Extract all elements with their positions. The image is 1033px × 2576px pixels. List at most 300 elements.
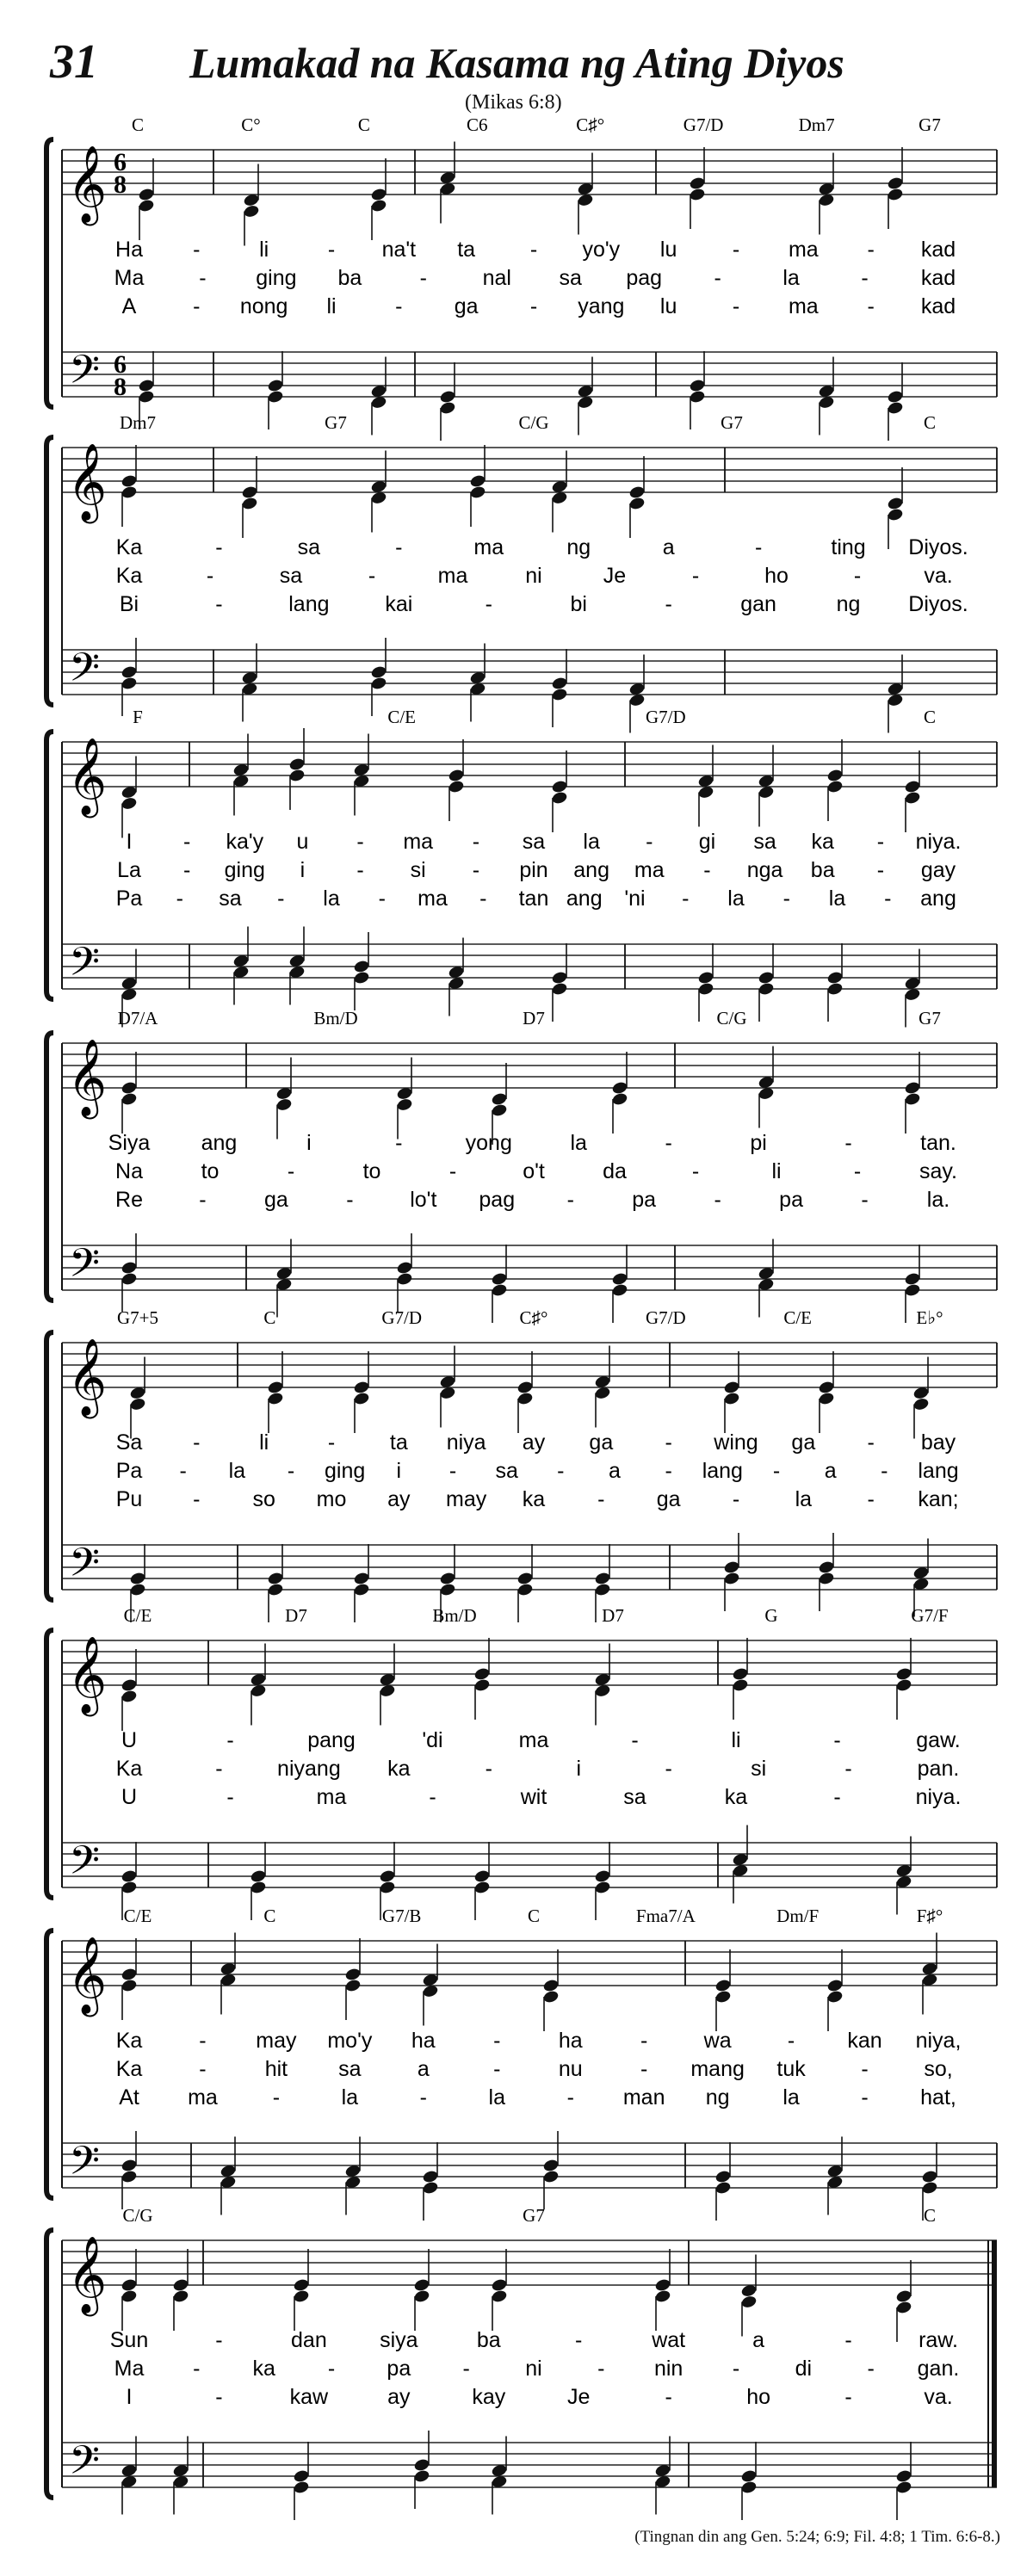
bass-clef-icon: 𝄢	[69, 1240, 101, 1296]
chord-symbol: F♯°	[916, 1906, 943, 1926]
harmony-note	[121, 1978, 138, 1992]
bass-note	[250, 1880, 267, 1894]
lyric-syllable: a	[609, 1459, 621, 1483]
harmony-note	[469, 485, 486, 499]
syllable-hyphen: -	[485, 592, 492, 616]
harmony-note	[491, 2289, 508, 2303]
bass-note	[551, 981, 568, 996]
chord-symbol: C	[357, 114, 370, 135]
lyric-syllable: lang	[702, 1459, 743, 1483]
chord-symbols	[117, 1307, 943, 1328]
lyric-syllable: pang	[307, 1728, 356, 1752]
syllable-hyphen: -	[691, 564, 700, 588]
lyric-syllable: ka	[724, 1785, 748, 1809]
lyric-syllable: hat,	[920, 2085, 956, 2110]
melody-note	[887, 176, 904, 190]
lyric-syllable: pi	[750, 1131, 767, 1155]
treble-clef-icon: 𝄞	[67, 1039, 108, 1116]
bass-note	[818, 1571, 835, 1585]
treble-staff	[62, 150, 997, 195]
lyric-syllable: a	[662, 535, 675, 559]
lyric-syllable: nga	[746, 858, 783, 882]
system-bracket	[46, 2230, 53, 2498]
syllable-hyphen: -	[193, 294, 201, 318]
chord-symbol: G7	[721, 412, 743, 433]
lyric-syllable: wit	[520, 1785, 547, 1809]
lyric-syllable: a	[417, 2057, 430, 2081]
lyric-syllable: kay	[472, 2385, 506, 2409]
bass-note	[370, 676, 387, 690]
lyric-syllable: A	[121, 294, 137, 318]
lyric-syllable: ang	[201, 1131, 238, 1155]
syllable-hyphen: -	[419, 266, 427, 290]
lyric-syllable: Ma	[114, 266, 145, 290]
lyric-line-3	[116, 1487, 959, 1511]
treble-staff	[62, 1640, 997, 1685]
lyric-line-2	[116, 1757, 960, 1781]
bass-note	[921, 2180, 938, 2195]
lyric-syllable: Diyos.	[908, 592, 968, 616]
lyric-syllable: la	[323, 886, 340, 911]
syllable-hyphen: -	[448, 1159, 457, 1183]
lyric-line-1	[110, 2328, 958, 2352]
lyric-syllable: kad	[920, 294, 956, 318]
harmony-note	[714, 1989, 732, 2004]
harmony-note	[818, 1391, 835, 1405]
harmony-note	[723, 1391, 740, 1405]
chord-symbol: E♭°	[916, 1307, 943, 1328]
lyric-line-1	[116, 535, 968, 559]
treble-staff	[62, 742, 997, 787]
system-bracket	[46, 139, 53, 407]
lyric-syllable: Ka	[115, 2057, 143, 2081]
bass-note	[370, 664, 387, 679]
chord-symbol: D7/A	[117, 1008, 158, 1029]
chord-symbol: Fma7/A	[635, 1906, 696, 1926]
lyric-syllable: ba	[476, 2328, 501, 2352]
bass-note	[826, 981, 844, 996]
syllable-hyphen: -	[179, 1459, 187, 1483]
lyric-syllable: ma	[788, 294, 819, 318]
bass-note	[516, 1582, 534, 1597]
bass-note	[697, 970, 714, 985]
bass-clef-icon: 𝄢	[69, 2138, 101, 2194]
lyric-syllable: tan	[518, 886, 549, 911]
syllable-hyphen: -	[665, 1757, 672, 1781]
lyric-syllable: gan	[740, 592, 776, 616]
bass-note	[723, 1571, 740, 1585]
bass-note	[473, 1869, 491, 1883]
chord-symbols	[133, 707, 936, 727]
lyric-line-1	[121, 1728, 961, 1752]
syllable-hyphen: -	[640, 2057, 648, 2081]
lyric-syllable: nong	[239, 294, 288, 318]
lyric-syllable: Ma	[114, 2357, 145, 2381]
lyric-syllable: to	[362, 1159, 381, 1183]
bass-note	[413, 2468, 430, 2483]
bass-note	[689, 389, 706, 404]
melody-note	[732, 1666, 749, 1681]
lyric-syllable: wat	[652, 2328, 686, 2352]
syllable-hyphen: -	[691, 1159, 700, 1183]
lyric-line-1	[108, 1131, 956, 1155]
bass-clef-icon: 𝄢	[69, 2437, 101, 2493]
lyric-syllable: i	[576, 1757, 582, 1781]
lyric-syllable: yong	[465, 1131, 512, 1155]
lyric-syllable: La	[117, 858, 141, 882]
bass-note	[895, 2480, 912, 2494]
harmony-note	[542, 1989, 560, 2004]
syllable-hyphen: -	[703, 858, 711, 882]
bass-note	[542, 2158, 560, 2172]
chord-symbol: C	[923, 2205, 937, 2226]
chord-symbol: D7	[602, 1605, 624, 1626]
chord-symbols	[120, 412, 936, 433]
syllable-hyphen: -	[419, 2085, 427, 2110]
chord-symbol: C/G	[518, 412, 549, 433]
treble-clef-icon: 𝄞	[67, 2236, 108, 2313]
lyric-syllable: say.	[919, 1159, 957, 1183]
chord-symbol: G7/F	[911, 1605, 949, 1626]
syllable-hyphen: -	[665, 1459, 672, 1483]
lyric-syllable: la	[228, 1459, 246, 1483]
melody-note	[628, 485, 646, 499]
lyric-syllable: sa	[297, 535, 321, 559]
syllable-hyphen: -	[631, 1728, 639, 1752]
lyric-line-3	[121, 1785, 961, 1809]
lyric-syllable: niyang	[277, 1757, 341, 1781]
lyric-syllable: sa	[559, 266, 582, 290]
chord-symbol: G7/D	[683, 114, 724, 135]
harmony-note	[887, 187, 904, 201]
lyric-syllable: Bi	[119, 592, 139, 616]
syllable-hyphen: -	[327, 2357, 336, 2381]
melody-note	[723, 1380, 740, 1394]
lyric-syllable: o't	[523, 1159, 545, 1183]
lyric-syllable: ka	[811, 830, 834, 854]
time-signature-top: 6	[114, 350, 127, 379]
bass-staff	[62, 1843, 997, 1887]
syllable-hyphen: -	[277, 886, 285, 911]
lyric-syllable: Re	[115, 1188, 143, 1212]
lyric-syllable: pag	[479, 1188, 516, 1212]
harmony-note	[826, 1989, 844, 2004]
syllable-hyphen: -	[597, 2357, 605, 2381]
chord-symbol: G7+5	[116, 1307, 159, 1328]
lyric-syllable: Pu	[115, 1487, 143, 1511]
melody-note	[288, 757, 306, 771]
lyric-syllable: nu	[558, 2057, 583, 2081]
melody-note	[121, 473, 138, 488]
lyric-syllable: a	[824, 1459, 837, 1483]
syllable-hyphen: -	[772, 1459, 781, 1483]
syllable-hyphen: -	[732, 2357, 740, 2381]
bass-note	[551, 676, 568, 690]
lyric-syllable: ay	[522, 1430, 546, 1455]
syllable-hyphen: -	[867, 1430, 875, 1455]
harmony-note	[491, 1103, 508, 1117]
lyric-syllable: lu	[659, 294, 677, 318]
chord-symbol: G7	[919, 114, 941, 135]
lyric-line-1	[115, 238, 956, 262]
lyric-syllable: At	[119, 2085, 139, 2110]
lyric-syllable: pa	[387, 2357, 411, 2381]
lyric-syllable: hit	[264, 2057, 288, 2081]
melody-note	[293, 2277, 310, 2292]
syllable-hyphen: -	[884, 886, 892, 911]
syllable-hyphen: -	[193, 1487, 201, 1511]
lyric-syllable: bi	[570, 592, 587, 616]
bass-note	[129, 1582, 146, 1597]
chord-symbol: F	[133, 707, 143, 727]
lyric-syllable: ging	[256, 266, 297, 290]
treble-clef-icon: 𝄞	[67, 1937, 108, 2014]
syllable-hyphen: -	[787, 2029, 795, 2053]
treble-staff	[62, 448, 997, 492]
syllable-hyphen: -	[876, 830, 885, 854]
lyric-syllable: lo't	[410, 1188, 437, 1212]
bass-note	[121, 1869, 138, 1883]
bass-note	[121, 2158, 138, 2172]
bass-note	[723, 1560, 740, 1574]
bass-note	[611, 1282, 628, 1297]
bass-note	[422, 2180, 439, 2195]
syllable-hyphen: -	[833, 1785, 841, 1809]
syllable-hyphen: -	[881, 1459, 888, 1483]
lyric-syllable: siya	[380, 2328, 418, 2352]
harmony-note	[121, 1091, 138, 1106]
syllable-hyphen: -	[844, 2385, 852, 2409]
chord-symbol: D7	[523, 1008, 545, 1029]
bass-staff	[62, 352, 997, 397]
lyric-line-2	[116, 564, 953, 588]
system-7	[46, 1906, 997, 2221]
song-number: 31	[50, 35, 98, 89]
syllable-hyphen: -	[479, 886, 487, 911]
lyric-line-2	[114, 266, 956, 290]
melody-note	[353, 1380, 370, 1394]
lyric-syllable: Ka	[115, 1757, 143, 1781]
syllable-hyphen: -	[876, 858, 885, 882]
chord-symbol: Bm/D	[432, 1605, 477, 1626]
harmony-note	[448, 779, 465, 794]
lyric-syllable: ang	[573, 858, 610, 882]
syllable-hyphen: -	[368, 564, 376, 588]
bass-note	[267, 378, 284, 392]
lyric-syllable: ging	[224, 858, 265, 882]
syllable-hyphen: -	[215, 2385, 223, 2409]
chord-symbol: G7	[325, 412, 347, 433]
syllable-hyphen: -	[640, 2029, 648, 2053]
chord-symbols	[132, 114, 941, 135]
bass-note	[887, 389, 904, 404]
syllable-hyphen: -	[665, 2385, 672, 2409]
lyric-syllable: sa	[522, 830, 546, 854]
chord-symbols	[122, 2205, 936, 2226]
lyric-syllable: li	[326, 294, 337, 318]
syllable-hyphen: -	[557, 1459, 565, 1483]
chord-symbol: C/E	[123, 1605, 152, 1626]
chord-symbol: C6	[467, 114, 488, 135]
lyric-syllable: ma	[403, 830, 434, 854]
chord-symbol: G7/B	[381, 1906, 422, 1926]
lyric-syllable: may	[256, 2029, 297, 2053]
syllable-hyphen: -	[472, 830, 480, 854]
syllable-hyphen: -	[462, 2357, 470, 2381]
lyric-syllable: ga	[589, 1430, 614, 1455]
lyric-syllable: U	[121, 1785, 138, 1809]
bass-note	[422, 2169, 439, 2184]
syllable-hyphen: -	[346, 1188, 354, 1212]
lyric-line-3	[120, 592, 968, 616]
syllable-hyphen: -	[327, 1430, 336, 1455]
lyric-syllable: Siya	[108, 1131, 151, 1155]
chord-symbol: C	[131, 114, 145, 135]
lyric-syllable: Ka	[115, 535, 143, 559]
scripture-reference: (Mikas 6:8)	[465, 91, 562, 114]
harmony-note	[473, 1677, 491, 1692]
lyric-syllable: kai	[385, 592, 413, 616]
time-signature-bottom: 8	[114, 373, 127, 401]
lyric-syllable: wing	[714, 1430, 758, 1455]
lyric-line-2	[114, 2357, 960, 2381]
syllable-hyphen: -	[327, 238, 336, 262]
lyric-syllable: niya.	[915, 830, 962, 854]
melody-note	[542, 1978, 560, 1992]
syllable-hyphen: -	[429, 1785, 436, 1809]
bass-staff	[62, 650, 997, 695]
syllable-hyphen: -	[844, 2328, 852, 2352]
syllable-hyphen: -	[861, 2057, 869, 2081]
lyric-syllable: sa	[279, 564, 303, 588]
lyric-syllable: ga	[264, 1188, 288, 1212]
bass-note	[594, 1869, 611, 1883]
lyric-syllable: ni	[525, 2357, 542, 2381]
bass-note	[491, 1271, 508, 1286]
chord-symbol: C/G	[716, 1008, 747, 1029]
bass-note	[758, 970, 775, 985]
melody-note	[172, 2277, 189, 2292]
bass-note	[413, 2457, 430, 2472]
lyric-syllable: ma	[473, 535, 504, 559]
lyric-syllable: I	[126, 830, 133, 854]
lyric-syllable: u	[296, 830, 309, 854]
bass-note	[594, 1880, 611, 1894]
syllable-hyphen: -	[853, 564, 862, 588]
lyric-syllable: la	[828, 886, 846, 911]
chord-symbol: C	[923, 412, 937, 433]
lyric-line-2	[115, 1159, 957, 1183]
syllable-hyphen: -	[448, 1459, 457, 1483]
syllable-hyphen: -	[356, 858, 364, 882]
bass-note	[267, 1571, 284, 1585]
bass-note	[516, 1571, 534, 1585]
melody-note	[714, 1978, 732, 1992]
harmony-note	[912, 1397, 930, 1412]
bass-note	[740, 2468, 758, 2483]
system-bracket	[46, 1930, 53, 2198]
syllable-hyphen: -	[665, 592, 672, 616]
time-signature-top: 6	[114, 148, 127, 176]
syllable-hyphen: -	[754, 535, 763, 559]
lyric-syllable: Na	[115, 1159, 143, 1183]
lyric-line-1	[116, 2029, 962, 2053]
bass-note	[121, 2169, 138, 2184]
bass-note	[740, 2480, 758, 2494]
song-title: Lumakad na Kasama ng Ating Diyos	[189, 39, 844, 87]
harmony-note	[370, 198, 387, 213]
bass-clef-icon: 𝄢	[69, 1540, 101, 1596]
harmony-note	[740, 2295, 758, 2309]
lyric-syllable: so	[252, 1487, 275, 1511]
lyric-syllable: ni	[525, 564, 542, 588]
bass-note	[594, 1582, 611, 1597]
melody-note	[818, 1380, 835, 1394]
syllable-hyphen: -	[575, 2328, 583, 2352]
syllable-hyphen: -	[472, 858, 480, 882]
harmony-note	[732, 1677, 749, 1692]
lyric-syllable: may	[446, 1487, 487, 1511]
harmony-note	[826, 779, 844, 794]
chord-symbol: C/G	[122, 2205, 153, 2226]
chord-symbol: C	[263, 1307, 276, 1328]
syllable-hyphen: -	[272, 2085, 281, 2110]
bass-note	[129, 1571, 146, 1585]
harmony-note	[895, 2300, 912, 2314]
lyric-syllable: pa	[632, 1188, 657, 1212]
system-3	[46, 707, 997, 1028]
harmony-note	[689, 187, 706, 201]
harmony-note	[611, 1091, 628, 1106]
lyric-syllable: ay	[387, 1487, 411, 1511]
system-4	[46, 1008, 997, 1323]
lyric-syllable: ka	[522, 1487, 546, 1511]
lyric-syllable: so,	[924, 2057, 953, 2081]
lyric-syllable: i	[396, 1459, 402, 1483]
bass-staff	[62, 944, 997, 989]
bass-note	[887, 400, 904, 415]
chord-symbol: C/E	[387, 707, 417, 727]
system-1	[46, 114, 997, 441]
lyric-syllable: va.	[924, 2385, 953, 2409]
syllable-hyphen: -	[215, 592, 223, 616]
syllable-hyphen: -	[732, 238, 740, 262]
harmony-note	[887, 507, 904, 522]
system-5	[46, 1307, 997, 1622]
syllable-hyphen: -	[566, 1188, 574, 1212]
treble-staff	[62, 1343, 997, 1387]
melody-note	[241, 485, 258, 499]
lyric-syllable: la	[488, 2085, 506, 2110]
treble-clef-icon: 𝄞	[67, 145, 108, 223]
lyric-syllable: ma	[316, 1785, 347, 1809]
lyric-syllable: da	[603, 1159, 627, 1183]
chord-symbol: G	[764, 1605, 778, 1626]
chord-symbol: C	[263, 1906, 276, 1926]
chord-symbol: G7/D	[645, 707, 686, 727]
bass-note	[121, 664, 138, 679]
treble-clef-icon: 𝄞	[67, 443, 108, 521]
bass-clef-icon: 𝄢	[69, 645, 101, 701]
syllable-hyphen: -	[833, 1728, 841, 1752]
harmony-note	[275, 1097, 293, 1112]
system-2	[46, 412, 997, 733]
chord-symbol: Dm7	[798, 114, 835, 135]
syllable-hyphen: -	[215, 2328, 223, 2352]
harmony-note	[243, 204, 260, 219]
lyric-syllable: sa	[753, 830, 776, 854]
chord-symbols	[124, 1906, 943, 1926]
